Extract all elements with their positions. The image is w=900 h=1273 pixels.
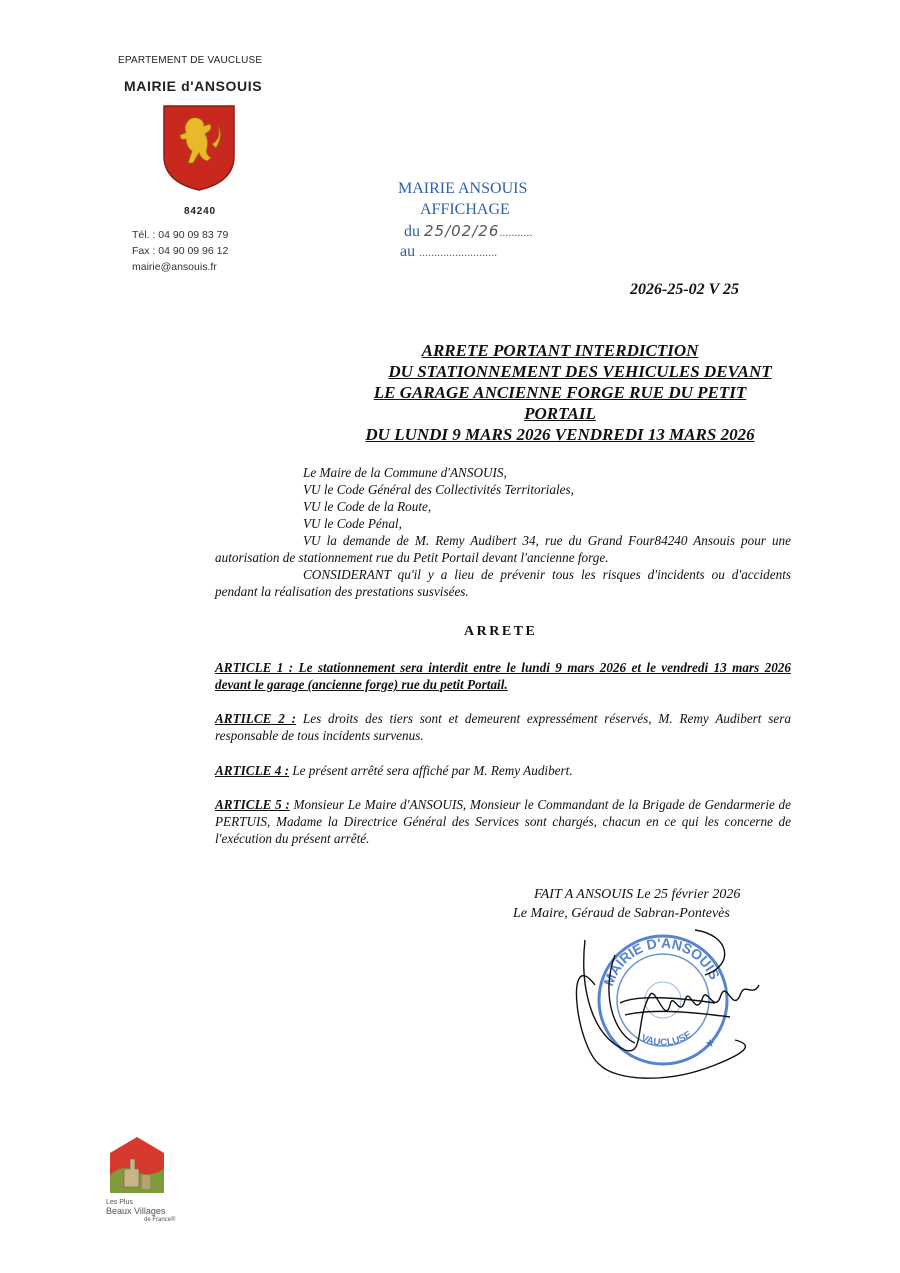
stamp-au-label: au [400, 243, 416, 260]
title-line-2: DU STATIONNEMENT DES VEHICULES DEVANT [388, 362, 772, 381]
reference-number: 2026-25-02 V 25 [630, 281, 740, 298]
mairie-title: MAIRIE d'ANSOUIS [124, 78, 263, 94]
stamp-du-date: 25/02/26 [424, 222, 500, 240]
stamp-mairie: MAIRIE ANSOUIS [398, 180, 528, 197]
handwritten-signature-icon [576, 930, 759, 1078]
village-line-2: Beaux Villages [106, 1206, 166, 1216]
village-logo-text [106, 1198, 175, 1225]
title-line-5: DU LUNDI 9 MARS 2026 VENDREDI 13 MARS 2026 [365, 425, 755, 444]
article-4-text: Le présent arrêté sera affiché par M. Remy Audibert. [289, 763, 573, 778]
stamp-du-dots: ........... [499, 225, 533, 239]
mairie-seal-icon [599, 935, 727, 1064]
title-line-1: ARRETE PORTANT INTERDICTION [421, 341, 699, 360]
email-address: mairie@ansouis.fr [132, 261, 217, 273]
article-4 [215, 762, 791, 779]
maire-name: Le Maire, Géraud de Sabran-Pontevès [513, 906, 730, 921]
preamble-vu-demande: VU la demande de M. Remy Audibert 34, rue du Grand Four84240 Ansouis pour une autorisation de stationnement rue du Petit Portail devant l'ancienne forge. [215, 533, 791, 565]
preamble [215, 464, 791, 600]
stamp-au-dots: .......................... [419, 245, 498, 259]
stamp-affichage: AFFICHAGE [420, 201, 510, 218]
coat-of-arms-logo [162, 104, 236, 192]
phone-number: Tél. : 04 90 09 83 79 [132, 229, 229, 241]
preamble-vu-penal: VU le Code Pénal, [303, 516, 402, 531]
stamp-au [400, 243, 497, 261]
fax-number: Fax : 04 90 09 96 12 [132, 245, 229, 257]
arrete-title [300, 340, 820, 445]
svg-text:VAUCLUSE: VAUCLUSE [639, 1029, 694, 1049]
title-line-3: LE GARAGE ANCIENNE FORGE RUE DU PETIT [373, 383, 747, 402]
article-2-text: Les droits des tiers sont et demeurent expressément réservés, M. Remy Audibert sera responsable de tous incidents survenus. [215, 711, 792, 743]
article-1: ARTICLE 1 : Le stationnement sera interdit entre le lundi 9 mars 2026 et le vendredi 13 mars 2026 devant le garage (ancienne forge) rue du petit Portail. [215, 660, 791, 692]
article-2 [215, 710, 791, 744]
article-5-text: Monsieur Le Maire d'ANSOUIS, Monsieur le Commandant de la Brigade de Gendarmerie de PERTUIS, Madame la Directrice Général des Services sont chargés, chacun en ce qui les concerne de l'exécution du présent arrêté. [215, 797, 791, 846]
preamble-maire: Le Maire de la Commune d'ANSOUIS, [303, 465, 507, 480]
village-line-1: Les Plus [106, 1199, 133, 1206]
article-5 [215, 796, 791, 847]
svg-text:MAIRIE D'ANSOUIS: MAIRIE D'ANSOUIS [600, 934, 724, 989]
article-5-label: ARTICLE 5 : [215, 797, 290, 812]
article-2-label: ARTILCE 2 : [215, 711, 297, 726]
preamble-vu-route: VU le Code de la Route, [303, 499, 432, 514]
plus-beaux-villages-logo [106, 1135, 168, 1197]
department-label: EPARTEMENT DE VAUCLUSE [118, 55, 263, 66]
title-line-4: PORTAIL [524, 404, 596, 423]
article-4-label: ARTICLE 4 : [215, 763, 290, 778]
official-seal-and-signature [555, 925, 775, 1095]
arrete-heading: ARRETE [464, 624, 538, 639]
fait-a-line: FAIT A ANSOUIS Le 25 février 2026 [534, 887, 741, 902]
stamp-du [404, 222, 532, 241]
village-line-3: de France® [144, 1217, 176, 1223]
stamp-du-label: du [404, 223, 420, 240]
postal-code: 84240 [184, 206, 216, 217]
preamble-vu-cgct: VU le Code Général des Collectivités Territoriales, [303, 482, 574, 497]
svg-text:★: ★ [705, 1037, 715, 1050]
preamble-considerant: CONSIDERANT qu'il y a lieu de prévenir tous les risques d'incidents ou d'accidents pendant la réalisation des prestations susvisées. [215, 567, 791, 599]
